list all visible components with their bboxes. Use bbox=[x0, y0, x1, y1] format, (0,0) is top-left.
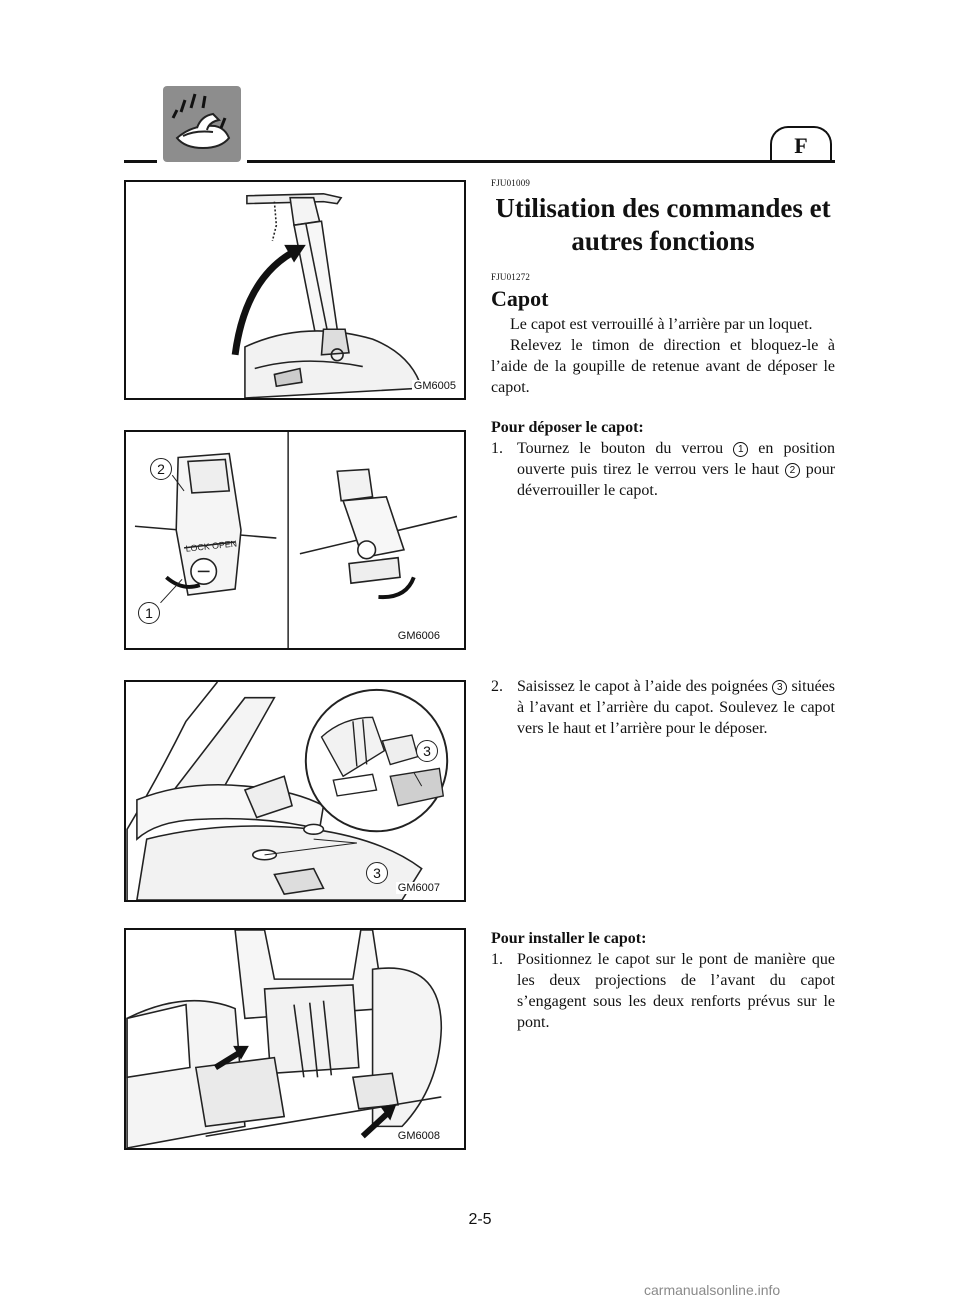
callout-3-main: 3 bbox=[366, 862, 388, 884]
callout-1: 1 bbox=[138, 602, 160, 624]
page-number: 2-5 bbox=[468, 1211, 492, 1228]
paragraph-2: Relevez le timon de direction et bloquez-le à l’aide de la goupille de retenue avant de déposer le capot. bbox=[491, 337, 835, 396]
figure-code: GM6007 bbox=[397, 882, 440, 894]
step-text: en position ouverte puis tirez le verrou vers le haut bbox=[517, 440, 836, 478]
figure-code: GM6006 bbox=[397, 630, 440, 642]
watermark: carmanualsonline.info bbox=[644, 1282, 781, 1298]
callout-ref: 1 bbox=[733, 442, 748, 457]
header-rule-right bbox=[247, 160, 835, 163]
step-text: Saisissez le capot à l’aide des poignées bbox=[517, 678, 769, 695]
figure-cover-install bbox=[124, 928, 466, 1150]
subsection-title: Capot bbox=[491, 286, 549, 311]
cover-install-illustration bbox=[126, 930, 464, 1148]
callout-3-inset: 3 bbox=[416, 740, 438, 762]
subsection-code: FJU01272 bbox=[491, 272, 531, 282]
remove-step-2 bbox=[491, 676, 835, 739]
cover-handles-illustration bbox=[126, 682, 464, 900]
remove-step-1 bbox=[491, 438, 835, 501]
step-number: 1. bbox=[491, 951, 503, 968]
callout-ref: 3 bbox=[772, 680, 787, 695]
step-number: 2. bbox=[491, 678, 503, 695]
install-block bbox=[491, 928, 835, 1033]
language-tab: F bbox=[770, 126, 832, 160]
header-rule-left bbox=[124, 160, 157, 163]
step-number: 1. bbox=[491, 440, 503, 457]
section-content bbox=[491, 178, 835, 501]
remove-step-2-block bbox=[491, 676, 835, 739]
figure-code: GM6005 bbox=[413, 380, 456, 392]
remove-heading: Pour déposer le capot: bbox=[491, 419, 644, 436]
step-text: Positionnez le capot sur le pont de manière que les deux projections de l’avant du capot s’engagent sous les deux renforts prévus sur le pont. bbox=[517, 951, 835, 1031]
figure-lock-knob bbox=[124, 430, 466, 650]
figure-code: GM6008 bbox=[397, 1130, 440, 1142]
section-code: FJU01009 bbox=[491, 178, 531, 188]
step-text: pour déverrouiller le capot. bbox=[517, 461, 836, 499]
figure-steering-pole bbox=[124, 180, 466, 400]
callout-ref: 2 bbox=[785, 463, 800, 478]
lock-label: LOCK OPEN bbox=[185, 538, 238, 554]
lock-knob-illustration bbox=[126, 432, 464, 648]
paragraph-1: Le capot est verrouillé à l’arrière par un loquet. bbox=[510, 316, 813, 333]
install-step-1 bbox=[491, 949, 835, 1033]
callout-2: 2 bbox=[150, 458, 172, 480]
step-text: situées à l’avant et l’arrière du capot. Soulevez le capot vers le haut et l’arrière pour le déposer. bbox=[517, 678, 835, 737]
steering-pole-illustration bbox=[126, 182, 464, 398]
operation-section-icon bbox=[163, 86, 241, 162]
figure-cover-handles bbox=[124, 680, 466, 902]
step-text: Tournez le bouton du verrou bbox=[517, 440, 724, 457]
section-title: Utilisation des commandes et autres fonctions bbox=[495, 193, 831, 256]
install-heading: Pour installer le capot: bbox=[491, 930, 647, 947]
